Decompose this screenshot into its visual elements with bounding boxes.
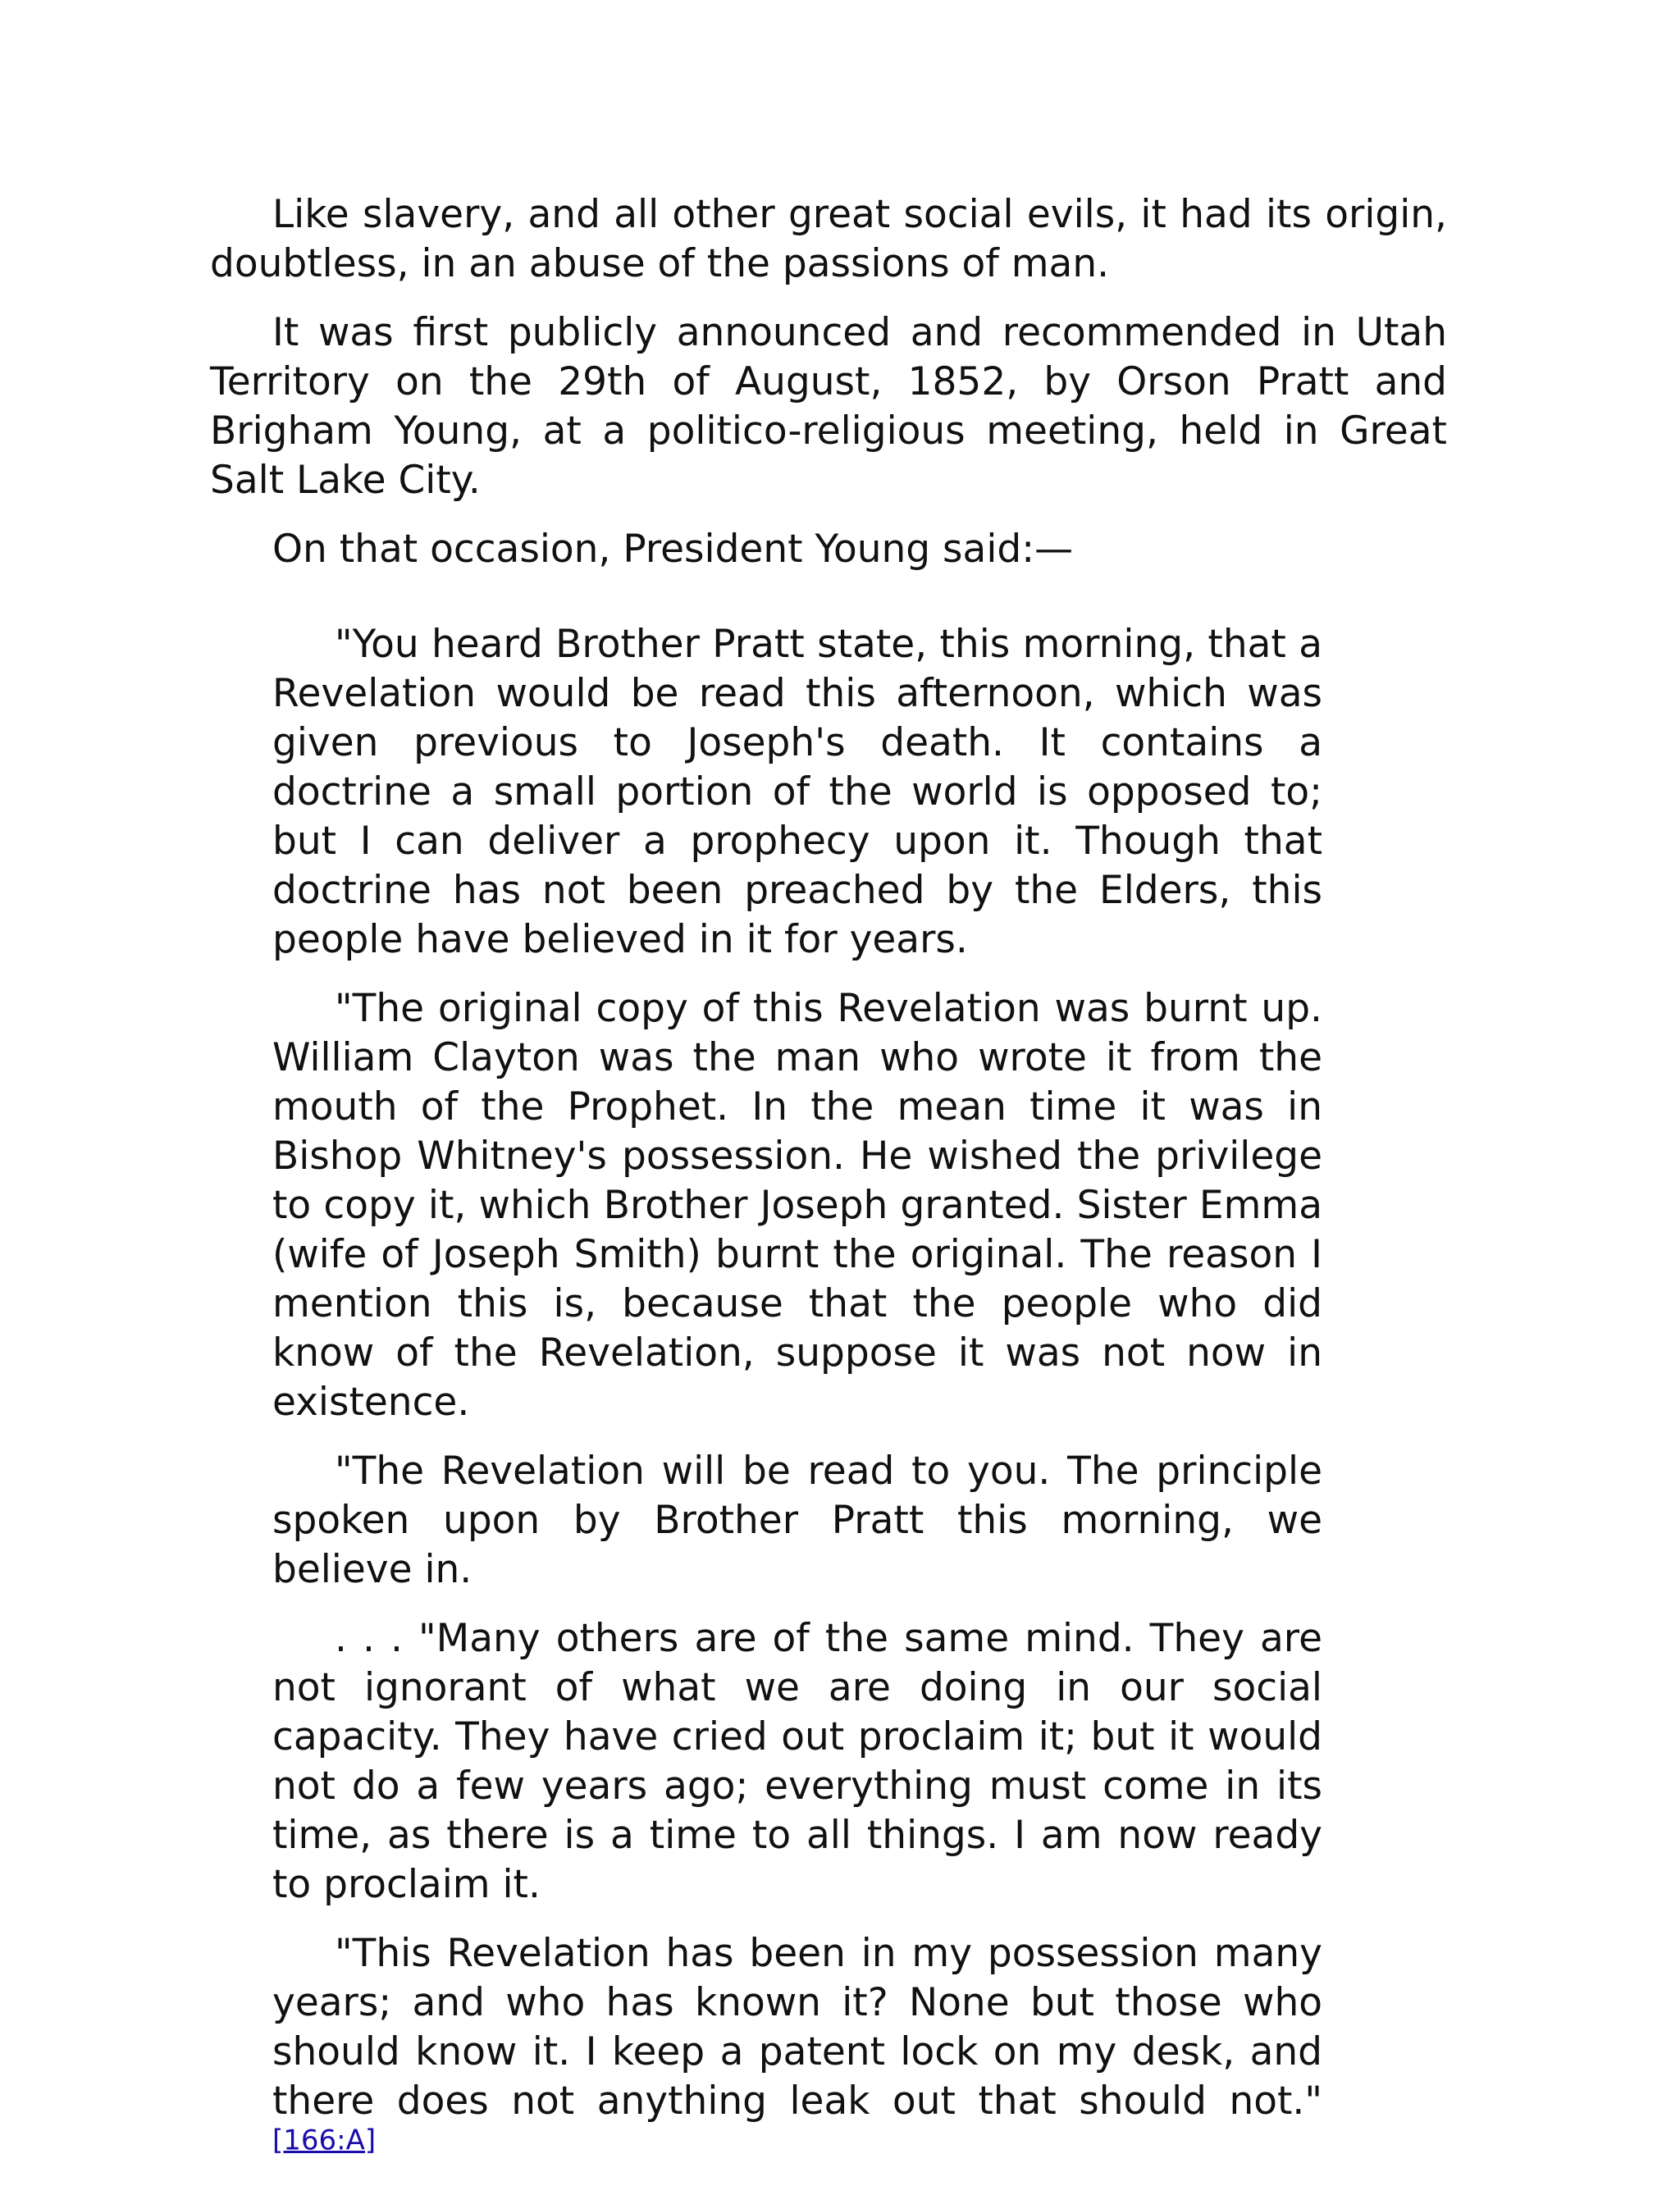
quote-paragraph-5 bbox=[272, 1929, 1322, 2175]
page-content bbox=[210, 190, 1447, 2195]
paragraph-occasion: On that occasion, President Young said:— bbox=[272, 527, 1074, 572]
quote-paragraph-3: "The Revelation will be read to you. The principle spoken upon by Brother Pratt this morning, we believe in. bbox=[272, 1449, 1322, 1592]
blockquote-young bbox=[272, 620, 1322, 2175]
paragraph-slavery: Like slavery, and all other great social evils, it had its origin, doubtless, in an abuse of the passions of man. bbox=[210, 192, 1447, 286]
quote-paragraph-1: "You heard Brother Pratt state, this morning, that a Revelation would be read this afternoon, which was given previous to Joseph's death. It contains a doctrine a small portion of the world is opposed to; but I can deliver a prophecy upon it. Though that doctrine has not been preached by the Elders, this people have believed in it for years. bbox=[272, 622, 1322, 962]
quote-paragraph-5-text: "This Revelation has been in my possession many years; and who has known it? None but those who should know it. I keep a patent lock on my desk, and there does not anything leak out that should not." bbox=[272, 1931, 1322, 2124]
quote-paragraph-4: . . . "Many others are of the same mind. They are not ignorant of what we are doing in our social capacity. They have cried out proclaim it; but it would not do a few years ago; everything must come in its time, as there is a time to all things. I am now ready to proclaim it. bbox=[272, 1616, 1322, 1907]
quote-paragraph-2: "The original copy of this Revelation was burnt up. William Clayton was the man who wrote it from the mouth of the Prophet. In the mean time it was in Bishop Whitney's possession. He wished the privilege to copy it, which Brother Joseph granted. Sister Emma (wife of Joseph Smith) burnt the original. The reason I mention this is, because that the people who did know of the Revelation, suppose it was not now in existence. bbox=[272, 986, 1322, 1425]
footnote-link[interactable]: [166:A] bbox=[272, 2124, 377, 2157]
paragraph-announcement: It was first publicly announced and recommended in Utah Territory on the 29th of August, 1852, by Orson Pratt and Brigham Young, at a politico-religious meeting, held in Great Salt Lake City. bbox=[210, 310, 1447, 503]
intro-section bbox=[210, 190, 1447, 574]
